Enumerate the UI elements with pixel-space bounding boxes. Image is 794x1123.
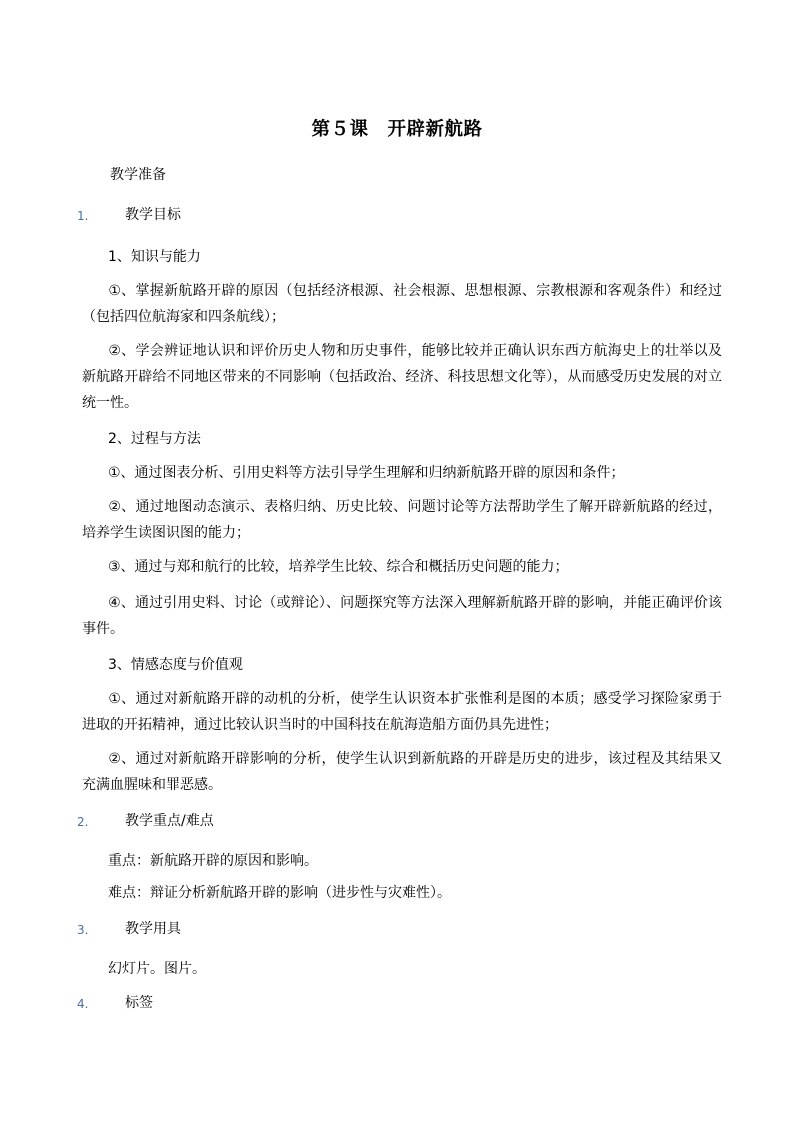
item-process-4-text: ④、通过引用史料、讨论（或辩论）、问题探究等方法深入理解新航路开辟的影响，并能正确评价该事件。: [82, 595, 722, 637]
item-knowledge-2: [82, 338, 722, 416]
subheading-knowledge: 1、知识与能力: [108, 249, 201, 265]
item-process-1-text: ①、通过图表分析、引用史料等方法引导学生理解和归纳新航路开辟的原因和条件；: [108, 465, 625, 481]
section-4-number: 4.: [77, 997, 89, 1011]
section-1-label: 教学目标: [125, 207, 181, 223]
key-point: 重点：新航路开辟的原因和影响。: [108, 853, 318, 869]
item-process-2-text: ②、通过地图动态演示、表格归纳、历史比较、问题讨论等方法帮助学生了解开辟新航路的经过，培养学生读图识图的能力；: [82, 499, 722, 541]
item-process-4: [82, 590, 722, 642]
item-attitude-2-text: ②、通过对新航路开辟影响的分析，使学生认识到新航路的开辟是历史的进步，该过程及其结果又充满血腥味和罪恶感。: [82, 751, 722, 793]
section-4-label: 标签: [125, 995, 153, 1011]
item-knowledge-2-text: ②、学会辨证地认识和评价历史人物和历史事件，能够比较并正确认识东西方航海史上的壮举以及新航路开辟给不同地区带来的不同影响（包括政治、经济、科技思想文化等），从而感受历史发展的对立统一性。: [82, 343, 722, 411]
section-2-label: 教学重点/难点: [125, 813, 214, 829]
section-3-label: 教学用具: [125, 921, 181, 937]
section-2-number: 2.: [77, 815, 89, 829]
item-process-3-text: ③、通过与郑和航行的比较，培养学生比较、综合和概括历史问题的能力；: [108, 559, 569, 575]
item-process-1: [82, 460, 722, 486]
item-attitude-2: [82, 746, 722, 798]
section-1-number: 1.: [77, 209, 89, 223]
teaching-prep-heading: 教学准备: [110, 167, 166, 183]
lesson-title: 第５课 开辟新航路: [311, 119, 483, 140]
item-knowledge-1: [82, 278, 722, 330]
item-knowledge-1-text: ①、掌握新航路开辟的原因（包括经济根源、社会根源、思想根源、宗教根源和客观条件）和经过（包括四位航海家和四条航线）；: [82, 283, 722, 325]
item-attitude-1-text: ①、通过对新航路开辟的动机的分析，使学生认识资本扩张惟利是图的本质；感受学习探险家勇于进取的开拓精神，通过比较认识当时的中国科技在航海造船方面仍具先进性；: [82, 691, 722, 733]
difficult-point: 难点：辩证分析新航路开辟的影响（进步性与灾难性）。: [108, 885, 451, 901]
subheading-process: 2、过程与方法: [108, 431, 201, 447]
section-3-number: 3.: [77, 923, 89, 937]
teaching-tools: 幻灯片。图片。: [108, 961, 206, 977]
subheading-attitude: 3、情感态度与价值观: [108, 657, 243, 673]
item-attitude-1: [82, 686, 722, 738]
item-process-2: [82, 494, 722, 546]
item-process-3: [82, 554, 722, 580]
